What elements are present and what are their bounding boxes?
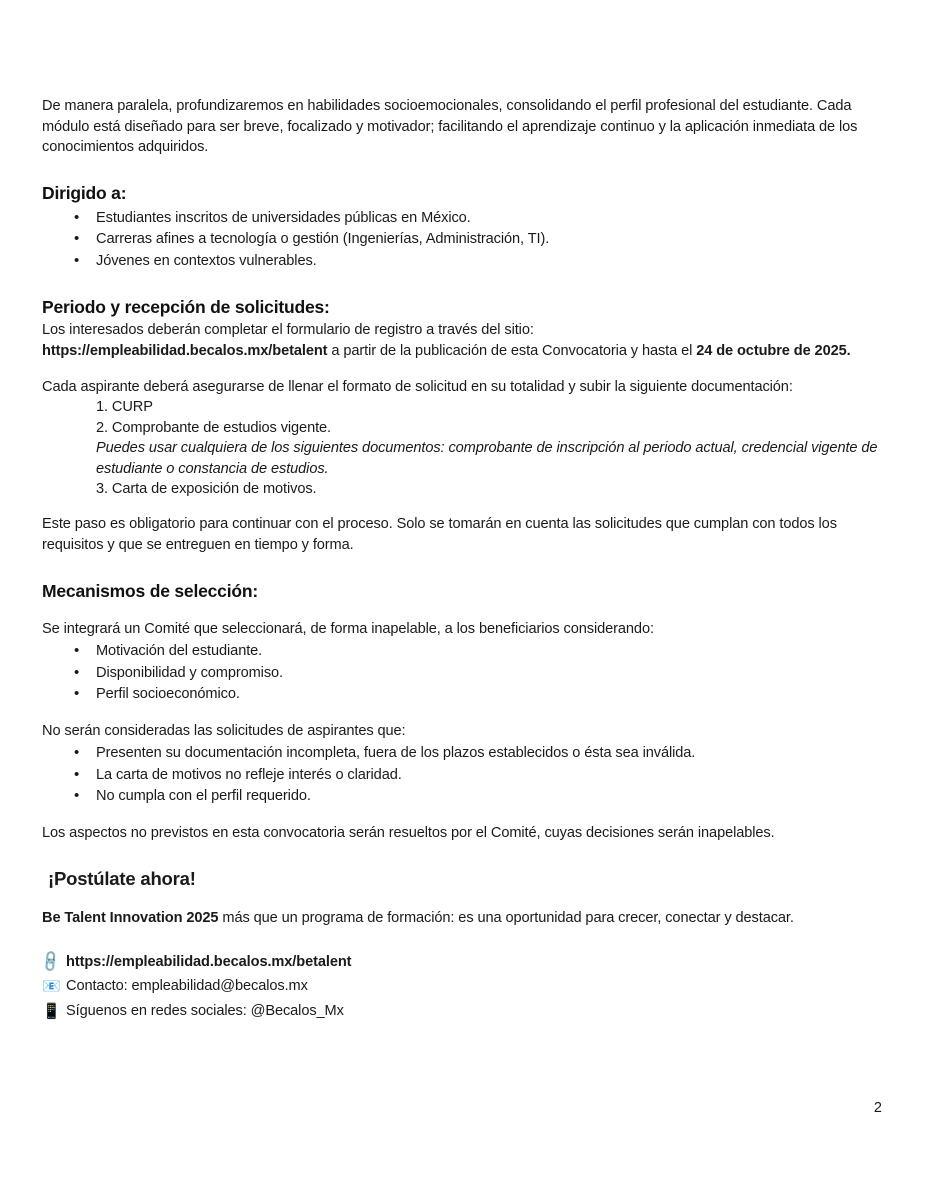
list-item: • La carta de motivos no refleje interés o claridad. xyxy=(96,765,882,785)
brand-name: Be Talent Innovation 2025 xyxy=(42,909,219,926)
list-item: 1. CURP xyxy=(96,399,153,416)
contact-link[interactable]: https://empleabilidad.becalos.mx/betalent xyxy=(66,953,352,970)
mobile-icon: 📱 xyxy=(42,1002,61,1020)
periodo-line2-mid: a partir de la publicación de esta Convocatoria y hasta el xyxy=(327,342,697,359)
list-item: 2. Comprobante de estudios vigente. xyxy=(96,419,332,436)
cta-heading: ¡Postúlate ahora! xyxy=(48,868,196,890)
contact-social-row xyxy=(42,1001,882,1023)
deadline-text: 24 de octubre de 2025. xyxy=(696,342,851,359)
email-icon: 📧 xyxy=(42,978,61,996)
mecanismos-intro: Se integrará un Comité que seleccionará, de forma inapelable, a los beneficiarios considerando: xyxy=(42,620,654,637)
list-item: • Disponibilidad y compromiso. xyxy=(96,663,882,683)
list-item: • Estudiantes inscritos de universidades públicas en México. xyxy=(96,208,882,228)
periodo-closing: Este paso es obligatorio para continuar con el proceso. Solo se tomarán en cuenta las solicitudes que cumplan con todos los requisitos y que se entreguen en tiempo y forma. xyxy=(42,516,837,554)
registration-link[interactable]: https://empleabilidad.becalos.mx/betalent xyxy=(42,342,328,359)
contact-email-row xyxy=(42,976,882,998)
list-item: • Carreras afines a tecnología o gestión (Ingenierías, Administración, TI). xyxy=(96,229,882,249)
contact-social-label: Síguenos en redes sociales: @Becalos_Mx xyxy=(66,1003,344,1020)
intro-paragraph: De manera paralela, profundizaremos en habilidades socioemocionales, consolidando el perfil profesional del estudiante. Cada módulo está diseñado para ser breve, focalizado y motivador; facilitando el aprendizaje continuo y la aplicación inmediata de los conocimientos adquiridos. xyxy=(42,98,858,156)
heading-mecanismos: Mecanismos de selección: xyxy=(42,580,258,601)
cta-paragraph xyxy=(42,908,882,929)
documentacion-intro: Cada aspirante deberá asegurarse de llenar el formato de solicitud en su totalidad y subir la siguiente documentación: xyxy=(42,378,793,395)
list-item: • Jóvenes en contextos vulnerables. xyxy=(96,251,882,271)
list-item: • Presenten su documentación incompleta, fuera de los plazos establecidos o ésta sea inválida. xyxy=(96,743,882,763)
list-item: • Perfil socioeconómico. xyxy=(96,684,882,704)
criteria-list xyxy=(42,641,882,704)
heading-dirigido-a: Dirigido a: xyxy=(42,183,127,204)
cta-tagline: más que un programa de formación: es una oportunidad para crecer, conectar y destacar. xyxy=(218,909,794,926)
dirigido-list xyxy=(42,208,882,271)
document-content xyxy=(38,96,882,1023)
exclusion-intro: No serán consideradas las solicitudes de aspirantes que: xyxy=(42,722,406,739)
list-item: 3. Carta de exposición de motivos. xyxy=(96,480,317,497)
mecanismos-footer: Los aspectos no previstos en esta convocatoria serán resueltos por el Comité, cuyas decisiones serán inapelables. xyxy=(42,824,775,841)
contact-link-row[interactable] xyxy=(38,949,882,975)
exclusion-list xyxy=(42,743,882,806)
paperclip-icon: 🔗 xyxy=(38,949,64,975)
documentacion-note: Puedes usar cualquiera de los siguientes documentos: comprobante de inscripción al periodo actual, credencial vigente de estudiante o constancia de estudios. xyxy=(96,440,878,477)
page-number: 2 xyxy=(873,1100,882,1116)
list-item: • Motivación del estudiante. xyxy=(96,641,882,661)
periodo-line2 xyxy=(42,341,882,362)
periodo-line1: Los interesados deberán completar el formulario de registro a través del sitio: xyxy=(42,322,534,339)
contact-list xyxy=(38,949,882,1022)
heading-periodo: Periodo y recepción de solicitudes: xyxy=(42,297,330,318)
list-item: • No cumpla con el perfil requerido. xyxy=(96,786,882,806)
documentacion-list xyxy=(42,397,882,499)
contact-email-label: Contacto: empleabilidad@becalos.mx xyxy=(66,978,308,995)
